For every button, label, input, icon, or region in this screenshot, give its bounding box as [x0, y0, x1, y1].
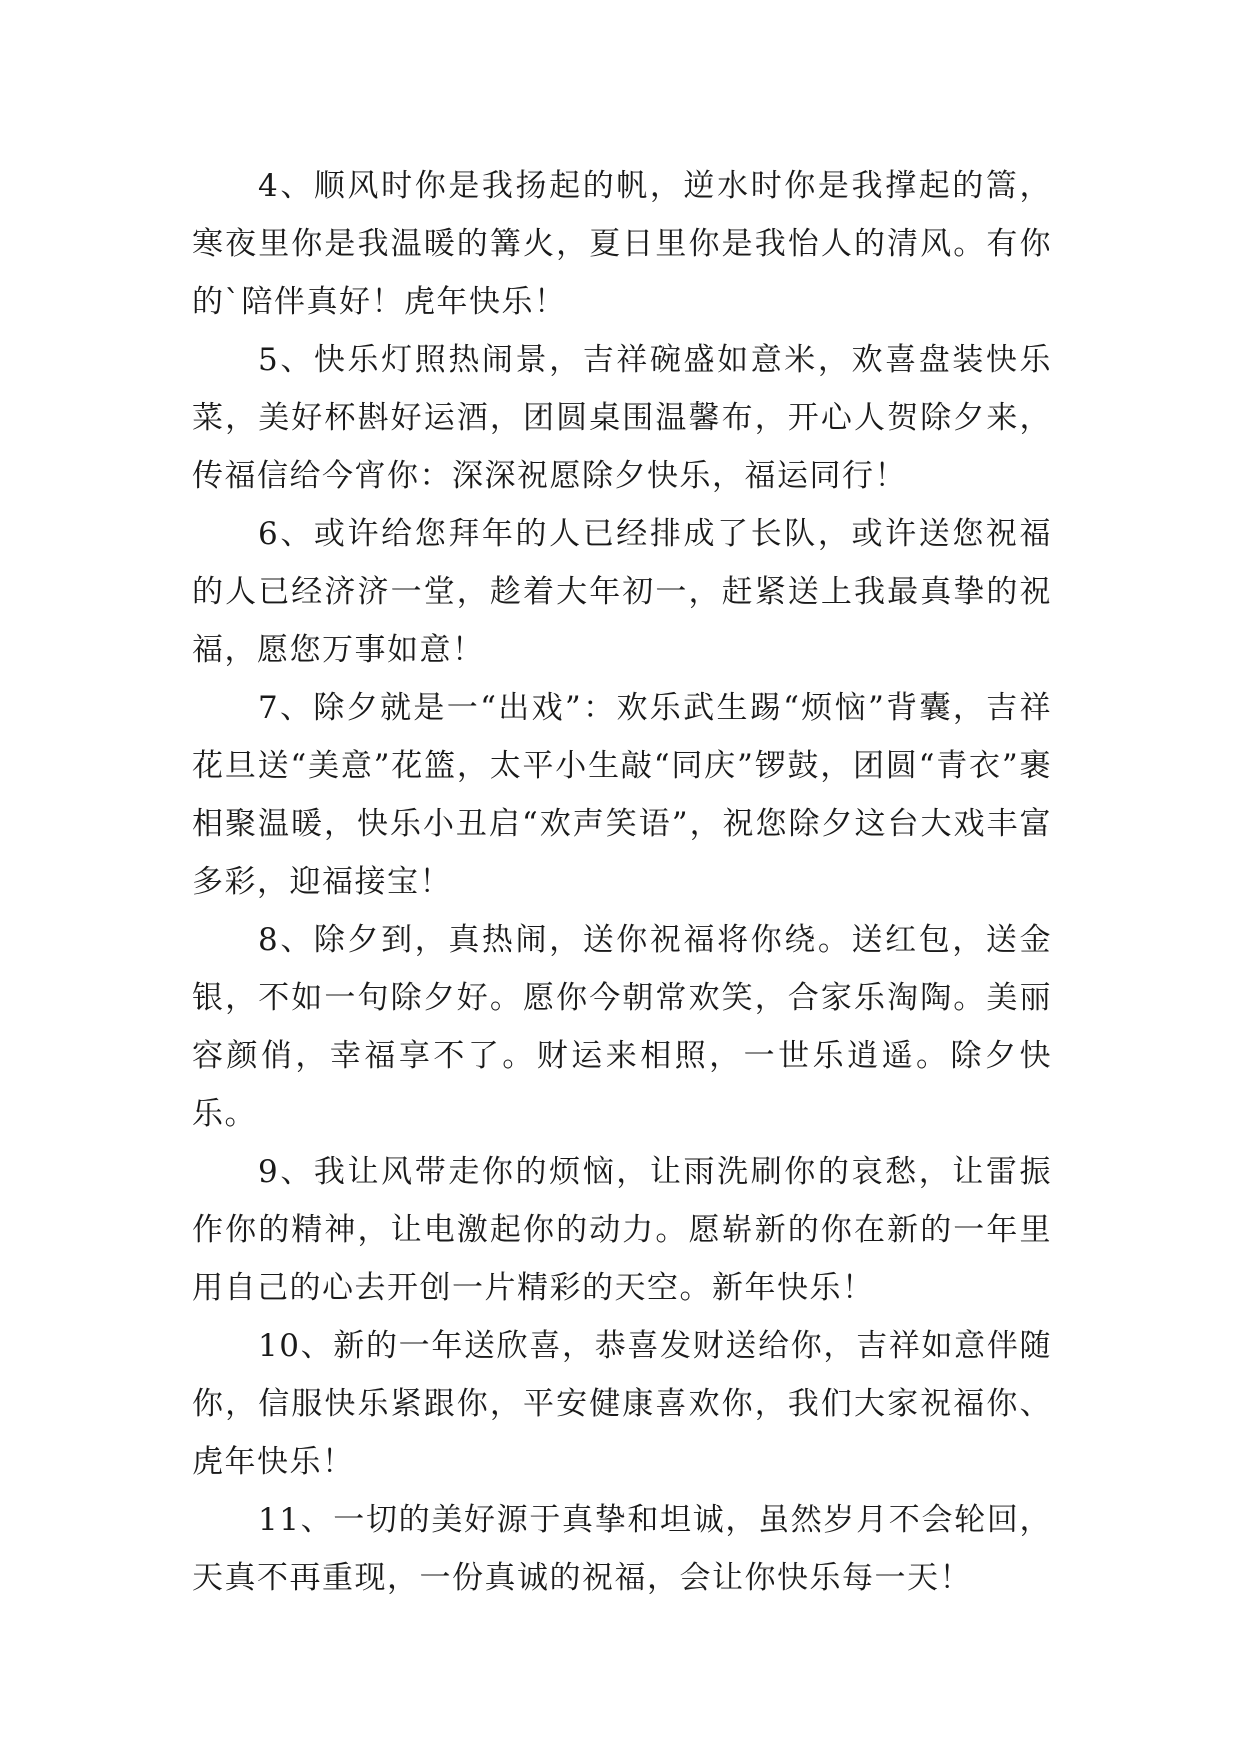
paragraph-9: 9、我让风带走你的烦恼，让雨洗刷你的哀愁，让雷振作你的精神，让电激起你的动力。愿崭新的你在新的一年里用自己的心去开创一片精彩的天空。新年快乐！	[192, 1154, 1052, 1306]
paragraph-11: 11、一切的美好源于真挚和坦诚，虽然岁月不会轮回，天真不再重现，一份真诚的祝福，会让你快乐每一天！	[192, 1502, 1052, 1596]
paragraph-4: 4、顺风时你是我扬起的帆，逆水时你是我撑起的篙，寒夜里你是我温暖的篝火，夏日里你是我怡人的清风。有你的`陪伴真好！虎年快乐！	[192, 168, 1052, 320]
paragraph-10: 10、新的一年送欣喜，恭喜发财送给你，吉祥如意伴随你，信服快乐紧跟你，平安健康喜欢你，我们大家祝福你、虎年快乐！	[192, 1328, 1052, 1480]
paragraph-8: 8、除夕到，真热闹，送你祝福将你绕。送红包，送金银，不如一句除夕好。愿你今朝常欢笑，合家乐淘陶。美丽容颜俏，幸福享不了。财运来相照，一世乐逍遥。除夕快乐。	[192, 922, 1052, 1132]
paragraph-7: 7、除夕就是一“出戏”：欢乐武生踢“烦恼”背囊，吉祥花旦送“美意”花篮，太平小生敲“同庆”锣鼓，团圆“青衣”裹相聚温暖，快乐小丑启“欢声笑语”，祝您除夕这台大戏丰富多彩，迎福接宝！	[192, 690, 1052, 900]
paragraph-6: 6、或许给您拜年的人已经排成了长队，或许送您祝福的人已经济济一堂，趁着大年初一，赶紧送上我最真挚的祝福，愿您万事如意！	[192, 516, 1052, 668]
paragraph-5: 5、快乐灯照热闹景，吉祥碗盛如意米，欢喜盘装快乐菜，美好杯斟好运酒，团圆桌围温馨布，开心人贺除夕来，传福信给今宵你：深深祝愿除夕快乐，福运同行！	[192, 342, 1052, 494]
document-body	[192, 157, 1052, 1607]
